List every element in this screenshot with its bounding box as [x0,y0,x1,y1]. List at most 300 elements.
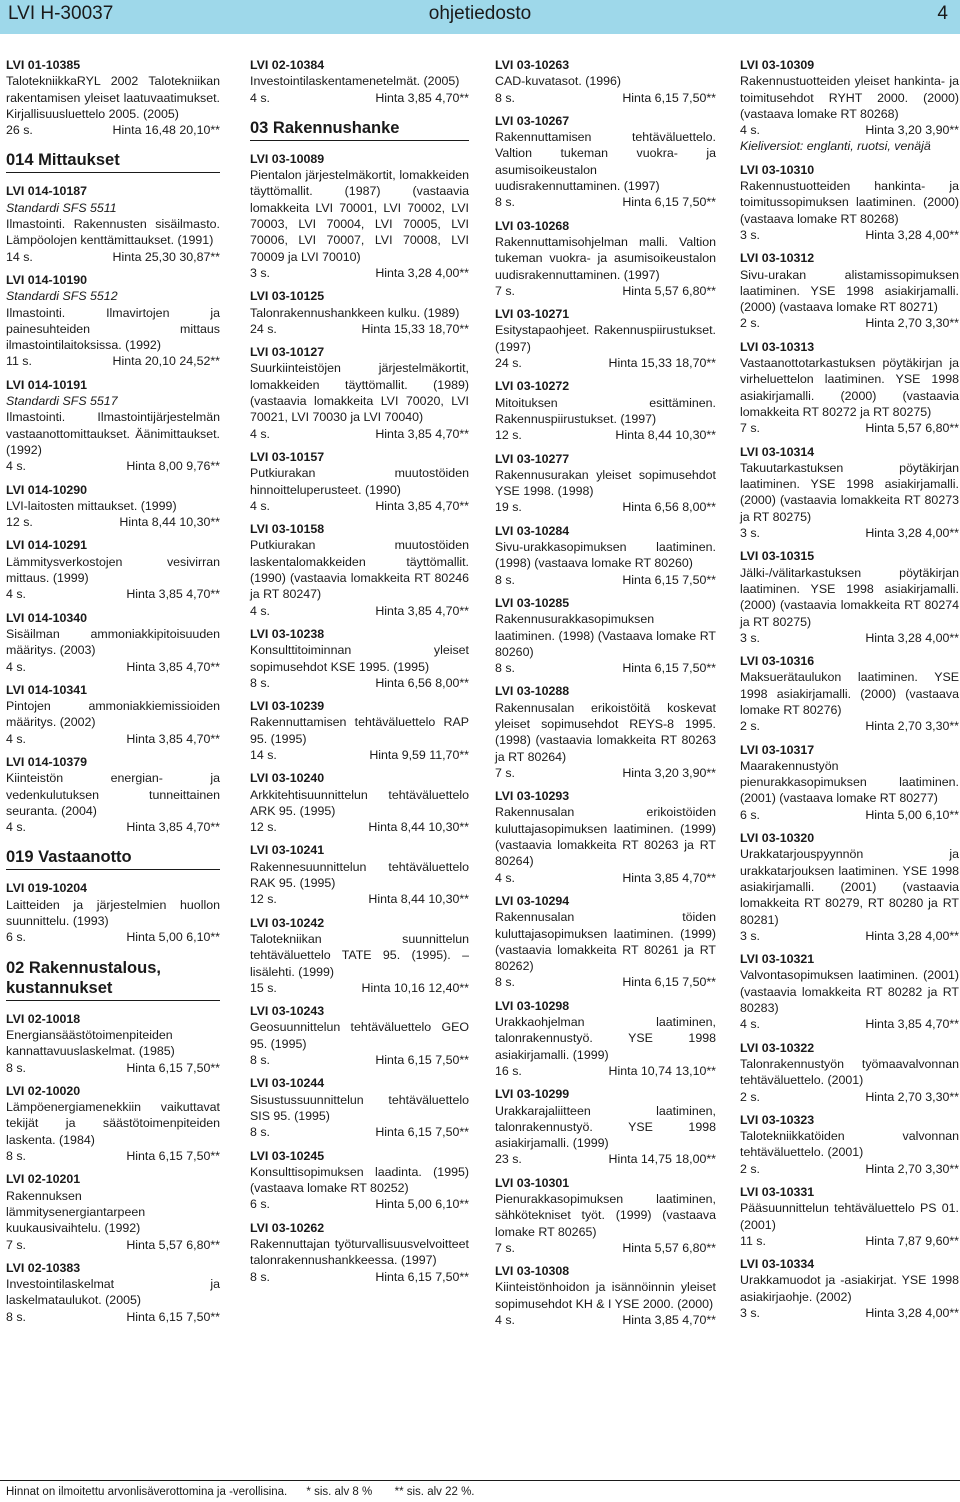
entry-code: LVI 03-10268 [495,218,570,233]
entry-price-row [740,928,959,944]
catalog-entry [495,998,716,1079]
entry-price: Hinta 25,30 30,87** [112,249,220,264]
catalog-entry [250,344,469,442]
entry-code: LVI 03-10127 [250,345,325,360]
entry-price: Hinta 5,57 6,80** [622,1240,716,1255]
entry-price: Hinta 8,44 10,30** [119,515,220,530]
entry-price-row [6,586,220,602]
entry-pages: 15 s. [250,980,277,995]
entry-description: Lämmitysverkostojen vesivirran mittaus. (1999) [6,554,220,586]
entry-price: Hinta 2,70 3,30** [865,316,959,331]
entry-pages: 3 s. [250,265,270,280]
catalog-entry [250,57,469,106]
entry-price-row [250,675,469,691]
catalog-entry [740,444,959,542]
entry-code: LVI 014-10340 [6,610,88,625]
catalog-entry [250,151,469,281]
entry-description: Ilmastointi. Ilmastointijärjestelmän vastaanottomittaukset. Äänimittaukset. (1992) [6,410,220,457]
catalog-entry [6,682,220,747]
entry-pages: 12 s. [495,428,522,443]
entry-price: Hinta 6,56 8,00** [375,675,469,690]
catalog-entry [495,378,716,443]
catalog-entry [6,537,220,602]
entry-price: Hinta 3,28 4,00** [375,265,469,280]
entry-price-row [250,1269,469,1285]
entry-price: Hinta 20,10 24,52** [112,354,220,369]
entry-price: Hinta 15,33 18,70** [361,321,469,336]
entry-pages: 2 s. [740,719,760,734]
entry-price-row [495,870,716,886]
entry-price-row [6,819,220,835]
entry-description: Kiinteistön energian- ja vedenkulutuksen tunneittainen seuranta. (2004) [6,771,220,818]
catalog-entry [495,595,716,676]
catalog-entry [740,951,959,1032]
entry-code: LVI 03-10238 [250,626,325,641]
entry-price-row [250,747,469,763]
entry-pages: 12 s. [250,820,277,835]
entry-description: Putkiurakan muutostöiden laskentalomakkeiden täyttömallit. (1990) (vastaavia lomakkeita RT 80246 ja RT 80247) [250,538,469,602]
entry-pages: 14 s. [250,747,277,762]
entry-description: Rakennuksen lämmitysenergiantarpeen kuukausivaihtelu. (1992) [6,1188,146,1236]
catalog-entry [250,626,469,691]
entry-pages: 2 s. [740,1161,760,1176]
entry-pages: 3 s. [740,227,760,242]
entry-price-row [250,426,469,442]
entry-code: LVI 03-10298 [495,998,570,1013]
catalog-entry [250,915,469,996]
entry-price-row [250,498,469,514]
entry-description: Valvontasopimuksen laatiminen. (2001) (vastaavia lomakkeita RT 80282 ja RT 80283) [740,968,959,1016]
entry-price: Hinta 8,44 10,30** [368,892,469,907]
catalog-entry [250,842,469,907]
entry-price-row [495,1312,716,1328]
section-title: 02 Rakennustalous, kustannukset [6,958,161,997]
entry-pages: 8 s. [495,661,515,676]
entry-code: LVI 03-10242 [250,915,325,930]
entry-price-row [740,1233,959,1249]
entry-pages: 2 s. [740,1089,760,1104]
entry-price-row [740,630,959,646]
entry-description: TalotekniikkaRYL 2002 Talotekniikan rakentamisen yleiset laatuvaatimukset. Kirjallisuusluettelo 2005. (2005) [6,74,220,121]
entry-pages: 7 s. [6,1237,26,1252]
entry-price: Hinta 15,33 18,70** [608,356,716,371]
entry-description: Jälki-/välitarkastuksen pöytäkirjan laatiminen. YSE 1998 asiakirjamalli. (2000) (vastaavia lomakkeita RT 80274 ja RT 80275) [740,565,959,629]
entry-code: LVI 02-10383 [6,1260,81,1275]
entry-code: LVI 03-10316 [740,654,815,669]
entry-description: LVI-laitosten mittaukset. (1999) [6,498,177,513]
entry-description: Arkkitehtisuunnittelun tehtäväluettelo ARK 95. (1995) [250,787,469,818]
entry-price-row [250,891,469,907]
entry-code: LVI 03-10240 [250,771,325,786]
entry-price-row [740,1161,959,1177]
entry-price: Hinta 3,28 4,00** [865,227,959,242]
entry-price: Hinta 6,15 7,50** [375,1053,469,1068]
document-code: LVI H-30037 [8,3,114,24]
entry-code: LVI 02-10018 [6,1011,81,1026]
entry-description: Urakkaohjelman laatiminen, talonrakennustyö. YSE 1998 asiakirjamalli. (1999) [495,1015,716,1062]
entry-price-row [495,355,716,371]
entry-description: Konsulttitoiminnan yleiset sopimusehdot KSE 1995. (1995) [250,643,469,674]
entry-description: Kiinteistönhoidon ja isännöinnin yleiset sopimusehdot KH & I YSE 2000. (2000) [495,1280,716,1311]
entry-pages: 4 s. [250,603,270,618]
entry-price: Hinta 8,44 10,30** [615,428,716,443]
entry-price: Hinta 14,75 18,00** [608,1152,716,1167]
entry-pages: 4 s. [250,90,270,105]
entry-code: LVI 014-10341 [6,682,88,697]
entry-pages: 16 s. [495,1063,522,1078]
entry-price: Hinta 3,85 4,70** [375,90,469,105]
entry-price-row [495,90,716,106]
entry-description: Urakkatarjouspyynnön ja urakkatarjouksen laatiminen. YSE 1998 asiakirjamalli. (2001) (vastaavia lomakkeita RT 80279, RT 80280 ja RT 80281) [740,847,959,927]
entry-code: LVI 03-10334 [740,1257,815,1272]
section-heading [6,150,220,173]
entry-code: LVI 014-10290 [6,482,88,497]
entry-code: LVI 02-10020 [6,1083,81,1098]
section-title: 019 Vastaanotto [6,848,132,867]
entry-code: LVI 02-10384 [250,58,325,72]
entry-pages: 3 s. [740,526,760,541]
entry-price-row [740,718,959,734]
page-number: 4 [937,3,948,24]
entry-price-row [250,1196,469,1212]
entry-description: Ilmastointi. Rakennusten sisäilmasto. Lämpöolojen kenttämittaukset. (1991) [6,217,220,248]
entry-code: LVI 03-10125 [250,289,325,304]
entry-description: Talotekniikkatöiden valvonnan tehtäväluettelo. (2001) [740,1129,959,1160]
catalog-entry [495,57,716,106]
section-title: 03 Rakennushanke [250,118,400,137]
entry-description: Talonrakennushankkeen kulku. (1989) [250,305,460,320]
entry-description: Rakennustuotteiden hankinta- ja toimitussopimuksen laatiminen. (2000) (vastaava lomake RT 80268) [740,179,959,226]
catalog-entry [495,451,716,516]
entry-pages: 4 s. [250,498,270,513]
entry-description: Rakennusalan erikoistöiden kuluttajasopimuksen laatiminen. (1999) (vastaavia lomakkeita RT 80263 ja RT 80264) [495,805,716,869]
catalog-entry [740,250,959,331]
entry-price: Hinta 6,15 7,50** [622,572,716,587]
entry-price-row [740,227,959,243]
entry-price-row [495,765,716,781]
catalog-entry [6,1083,220,1164]
entry-price: Hinta 3,85 4,70** [126,587,220,602]
entry-price-row [6,353,220,369]
section-heading [6,847,220,870]
entry-price: Hinta 5,57 6,80** [126,1237,220,1252]
entry-code: LVI 03-10245 [250,1148,325,1163]
catalog-entry [6,754,220,835]
entry-price-row [740,122,959,138]
entry-price-row [495,1151,716,1167]
entry-description: Energiansäästötoimenpiteiden kannattavuuslaskelmat. (1985) [6,1027,175,1059]
entry-price-row [250,603,469,619]
catalog-entry [250,521,469,619]
catalog-entry [740,742,959,823]
entry-pages: 6 s. [6,930,26,945]
entry-price-row [740,420,959,436]
entry-price-row [6,458,220,474]
entry-price: Hinta 6,15 7,50** [622,90,716,105]
entry-price: Hinta 3,85 4,70** [126,820,220,835]
catalog-entry [740,162,959,243]
entry-pages: 8 s. [495,90,515,105]
entry-price: Hinta 3,85 4,70** [622,870,716,885]
entry-price: Hinta 6,15 7,50** [622,975,716,990]
entry-price: Hinta 3,85 4,70** [865,1017,959,1032]
entry-pages: 23 s. [495,1152,522,1167]
entry-code: LVI 014-10187 [6,184,88,199]
entry-description: Geosuunnittelun tehtäväluettelo GEO 95. (1995) [250,1020,469,1051]
entry-price: Hinta 9,59 11,70** [369,747,469,762]
entry-pages: 7 s. [495,283,515,298]
entry-description: Rakennuttamisen tehtäväluettelo. Valtion tukeman vuokra- ja asumisoikeustalon uudisrakennuttaminen. (1997) [495,130,716,194]
entry-price: Hinta 10,16 12,40** [361,980,469,995]
entry-pages: 8 s. [250,675,270,690]
entry-description: Pintojen ammoniakkiemissioiden määritys. (2002) [6,699,220,730]
catalog-entry [250,288,469,337]
entry-price: Hinta 3,85 4,70** [126,659,220,674]
entry-description: Urakkarajaliitteen laatiminen, talonrakennustyö. YSE 1998 asiakirjamalli. (1999) [495,1103,716,1151]
entry-price: Hinta 5,57 6,80** [622,283,716,298]
catalog-entry [6,377,220,475]
entry-price-row [6,1237,220,1253]
entry-pages: 4 s. [6,459,26,474]
catalog-entry [250,770,469,835]
entry-price-row [495,660,716,676]
entry-pages: 8 s. [495,975,515,990]
entry-pages: 24 s. [495,356,522,371]
catalog-entry [6,610,220,675]
entry-description: Laitteiden ja järjestelmien huollon suunnittelu. (1993) [6,897,220,929]
entry-pages: 4 s. [250,426,270,441]
entry-description: Pääsuunnittelun tehtäväluettelo PS 01. (2001) [740,1201,959,1232]
entry-code: LVI 03-10293 [495,789,570,804]
entry-note: Kieliversiot: englanti, ruotsi, venäjä [740,139,931,154]
entry-description: Mitoituksen esittäminen. Rakennuspiirustukset. (1997) [495,395,716,426]
entry-price: Hinta 3,85 4,70** [126,731,220,746]
entry-pages: 19 s. [495,500,522,515]
entry-price-row [495,1063,716,1079]
catalog-entry [250,1148,469,1213]
entry-code: LVI 03-10310 [740,162,815,177]
entry-price-row [6,1148,220,1164]
catalog-entry [495,893,716,991]
entry-price-row [740,1016,959,1032]
entry-pages: 4 s. [6,587,26,602]
entry-code: LVI 03-10267 [495,113,570,128]
catalog-entry [495,1086,716,1167]
entry-pages: 26 s. [6,123,33,138]
entry-pages: 8 s. [250,1125,270,1140]
entry-price: Hinta 6,15 7,50** [375,1125,469,1140]
entry-code: LVI 014-10191 [6,377,88,392]
entry-description: Urakkamuodot ja -asiakirjat. YSE 1998 asiakirjaohje. (2002) [740,1273,959,1304]
catalog-entry [6,1011,220,1076]
entry-price: Hinta 5,57 6,80** [865,421,959,436]
catalog-entry [740,830,959,944]
entry-description: Sivu-urakkasopimuksen laatiminen. (1998) (vastaava lomake RT 80260) [495,540,716,571]
price-note: Hinnat on ilmoitettu arvonlisäverottomina ja -verollisina. * sis. alv 8 % ** sis. alv 22 %. [6,1486,475,1498]
entry-pages: 2 s. [740,316,760,331]
entry-description: Pientalon järjestelmäkortit, lomakkeiden täyttömallit. (1987) (vastaavia lomakkeita LVI 70001, LVI 70002, LVI 70003, LVI 70004, LVI 70005, LVI 70006, LVI 70007, LVI 70008, LVI 70009 ja LVI 70010) [250,168,469,264]
entry-price-row [250,819,469,835]
entry-code: LVI 014-10291 [6,538,88,553]
entry-code: LVI 019-10204 [6,881,88,896]
catalog-entry [740,1256,959,1321]
entry-description: Maarakennustyön pienurakkasopimuksen laatiminen. (2001) (vastaava lomake RT 80277) [740,758,959,806]
entry-description: Rakennusurakkasopimuksen laatiminen. (1998) (Vastaava lomake RT 80260) [495,612,716,659]
entry-price-row [740,315,959,331]
entry-description: Sisäilman ammoniakkipitoisuuden määritys. (2003) [6,626,220,658]
entry-code: LVI 01-10385 [6,58,81,72]
entry-description: Rakennuttamisen tehtäväluettelo RAP 95. (1995) [250,715,469,746]
entry-code: LVI 03-10288 [495,684,570,699]
entry-pages: 3 s. [740,928,760,943]
entry-price-row [6,1309,220,1325]
entry-price: Hinta 3,28 4,00** [865,630,959,645]
page-footer [0,1480,960,1502]
catalog-entry [740,1184,959,1249]
entry-price-row [250,321,469,337]
catalog-entry [740,1112,959,1177]
entry-price: Hinta 5,00 6,10** [375,1197,469,1212]
catalog-entry [6,272,220,370]
entry-description: Investointilaskentamenetelmät. (2005) [250,74,460,89]
catalog-entry [250,449,469,514]
entry-price-row [495,974,716,990]
entry-pages: 4 s. [6,820,26,835]
entry-code: LVI 03-10284 [495,523,570,538]
entry-pages: 4 s. [495,1313,515,1328]
entry-price-row [495,572,716,588]
catalog-entry [740,653,959,734]
entry-description: Konsulttisopimuksen laadinta. (1995) (vastaava lomake RT 80252) [250,1164,469,1196]
entry-description: Ilmastointi. Ilmavirtojen ja painesuhteiden mittaus ilmastointilaitoksissa. (1992) [6,305,220,353]
entry-price: Hinta 16,48 20,10** [112,123,220,138]
catalog-entry [250,1075,469,1140]
entry-description: Rakennuttamisohjelman malli. Valtion tukeman vuokra- ja asumisoikeustalon uudisrakennuttaminen. (1997) [495,234,716,282]
entry-code: LVI 03-10320 [740,831,815,846]
entry-price: Hinta 6,15 7,50** [126,1309,220,1324]
entry-description: CAD-kuvatasot. (1996) [495,74,622,89]
entry-code: LVI 03-10315 [740,549,815,564]
entry-description: Takuutarkastuksen pöytäkirjan laatiminen. YSE 1998 asiakirjamalli. (2000) (vastaavia lomakkeita RT 80273 ja RT 80275) [740,460,959,524]
entry-description: Talotekniikan suunnittelun tehtäväluettelo TATE 95. (1995). – lisälehti. (1999) [250,931,469,979]
catalog-entry [6,1260,220,1325]
entry-code: LVI 03-10314 [740,444,815,459]
entry-price: Hinta 6,15 7,50** [622,195,716,210]
entry-pages: 8 s. [6,1149,26,1164]
entry-code: LVI 03-10271 [495,307,570,322]
entry-price: Hinta 10,74 13,10** [608,1063,716,1078]
entry-pages: 8 s. [495,195,515,210]
entry-pages: 7 s. [495,765,515,780]
entry-price: Hinta 3,85 4,70** [375,426,469,441]
entry-price: Hinta 3,28 4,00** [865,1306,959,1321]
entry-code: LVI 03-10285 [495,595,570,610]
entry-code: LVI 03-10157 [250,449,325,464]
entry-code: LVI 03-10239 [250,699,325,714]
entry-description: Rakennusalan erikoistöitä koskevat yleiset sopimusehdot REYS-8 1995. (1998) (vastaavia lomakkeita RT 80263 ja RT 80264) [495,700,716,764]
footer-divider [0,1480,960,1481]
entry-code: LVI 02-10201 [6,1172,81,1187]
entry-price: Hinta 2,70 3,30** [865,1089,959,1104]
entry-price-row [740,1305,959,1321]
entry-price: Hinta 2,70 3,30** [865,719,959,734]
entry-standard: Standardi SFS 5517 [6,394,118,409]
entry-price-row [495,1240,716,1256]
entry-price-row [6,122,220,138]
entry-description: Sisustussuunnittelun tehtäväluettelo SIS 95. (1995) [250,1092,469,1123]
entry-pages: 6 s. [250,1197,270,1212]
entry-price-row [495,194,716,210]
entry-price-row [6,659,220,675]
entry-pages: 4 s. [6,731,26,746]
entry-code: LVI 03-10308 [495,1264,570,1279]
entry-price: Hinta 3,85 4,70** [375,498,469,513]
entry-code: LVI 03-10277 [495,451,570,466]
entry-pages: 8 s. [250,1269,270,1284]
entry-pages: 3 s. [740,630,760,645]
entry-code: LVI 03-10312 [740,251,815,266]
section-title: 014 Mittaukset [6,151,120,170]
entry-code: LVI 03-10299 [495,1087,570,1102]
entry-price-row [6,731,220,747]
entry-description: Talonrakennustyön työmaavalvonnan tehtäväluettelo. (2001) [740,1056,959,1088]
entry-code: LVI 03-10262 [250,1220,325,1235]
entry-code: LVI 03-10317 [740,742,815,757]
entry-price: Hinta 3,28 4,00** [865,928,959,943]
catalog-entry [250,1220,469,1285]
entry-price-row [250,265,469,281]
entry-description: Rakennusurakan yleiset sopimusehdot YSE 1998. (1998) [495,467,716,499]
entry-description: Maksuerätaulukon laatiminen. YSE 1998 asiakirjamalli. (2000) (vastaava lomake RT 80276) [740,670,959,717]
entry-code: LVI 03-10241 [250,843,325,858]
entry-code: LVI 03-10331 [740,1185,815,1199]
entry-pages: 8 s. [495,572,515,587]
entry-description: Esitystapaohjeet. Rakennuspiirustukset. (1997) [495,323,716,354]
entry-price-row [250,1124,469,1140]
entry-pages: 7 s. [740,421,760,436]
catalog-entry [740,548,959,646]
entry-pages: 11 s. [740,1233,766,1248]
entry-price-row [495,283,716,299]
column-3 [495,57,716,1335]
entry-pages: 4 s. [740,1017,760,1032]
entry-price-row [250,980,469,996]
section-heading [250,118,469,141]
entry-pages: 12 s. [6,515,33,530]
entry-description: Sivu-urakan alistamissopimuksen laatiminen. YSE 1998 asiakirjamalli. (2000) (vastaava lomake RT 80271) [740,267,959,315]
entry-code: LVI 03-10322 [740,1040,815,1055]
catalog-entry [495,1263,716,1328]
entry-description: Vastaanottotarkastuksen pöytäkirjan ja virheluettelon laatiminen. YSE 1998 asiakirjamalli. (2000) (vastaavia lomakkeita RT 80272 ja RT 80275) [740,356,959,419]
entry-price-row [6,929,220,945]
entry-price: Hinta 3,85 4,70** [375,603,469,618]
catalog-entry [740,1040,959,1105]
entry-price-row [740,525,959,541]
entry-code: LVI 03-10263 [495,58,570,72]
column-4 [740,57,959,1328]
entry-description: Pienurakkasopimuksen laatiminen, sähkötekniset työt. (1999) (vastaava lomake RT 80265) [495,1192,716,1239]
entry-price: Hinta 3,20 3,90** [622,765,716,780]
catalog-entry [495,788,716,886]
entry-price: Hinta 5,00 6,10** [126,930,220,945]
entry-pages: 4 s. [495,870,515,885]
catalog-entry [495,306,716,371]
catalog-entry [6,1171,220,1252]
entry-price: Hinta 2,70 3,30** [865,1161,959,1176]
entry-pages: 3 s. [740,1306,760,1321]
entry-pages: 8 s. [6,1309,26,1324]
entry-pages: 6 s. [740,807,760,822]
